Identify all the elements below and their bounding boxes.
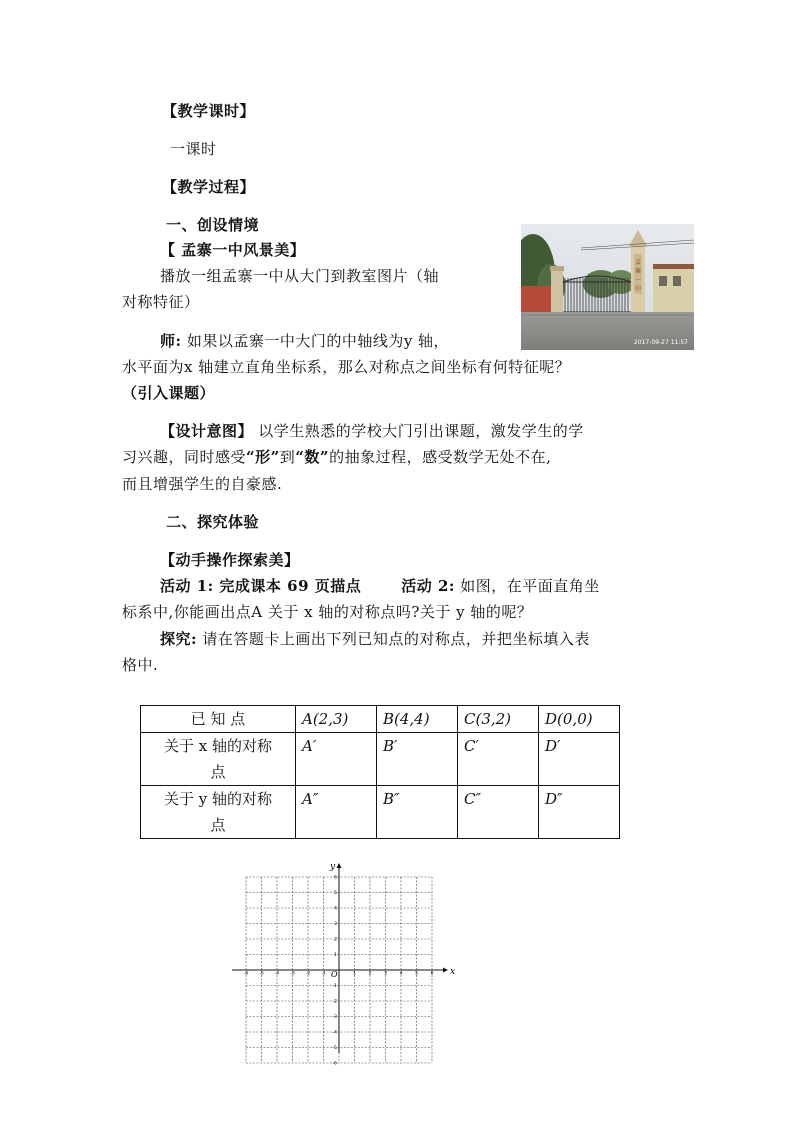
coordinate-grid-svg [232, 854, 462, 1074]
row-y-label-line1: 关于 y 轴的对称 [163, 790, 272, 808]
design-intent-line2 [122, 446, 551, 467]
teacher-question-line2: 水平面为x 轴建立直角坐标系，那么对称点之间坐标有何特征呢？ [122, 358, 571, 376]
row-x-label-line1: 关于 x 轴的对称 [164, 737, 272, 755]
row-y-cell-b[interactable]: B″ [377, 786, 458, 839]
activity2-label: 活动 2: [401, 577, 455, 595]
coordinate-grid[interactable] [232, 854, 462, 1078]
teaching-hours-value: 一课时 [170, 140, 217, 158]
design-intent-text2c: 的抽象过程，感受数学无处不在, [329, 448, 552, 466]
row-y-cell-a[interactable]: A″ [296, 786, 377, 839]
table-header-b: B(4,4) [377, 706, 458, 733]
y-tick-label: 3 [334, 922, 337, 927]
x-tick-label: -3 [290, 971, 295, 977]
design-intent-shu: “数” [295, 448, 330, 466]
origin-label: O [331, 970, 338, 979]
y-tick-label: -2 [332, 999, 337, 1005]
x-tick-label: 3 [384, 971, 387, 977]
design-intent-text2b: 到 [279, 448, 296, 466]
school-gate-photo [521, 224, 694, 350]
symmetric-points-table [140, 705, 620, 839]
teaching-process-heading: 【教学过程】 [162, 178, 256, 196]
y-tick-label: 5 [334, 891, 337, 896]
explore-label: 探究: [160, 630, 198, 648]
design-intent-text2a: 习兴趣，同时感受 [122, 448, 247, 466]
row-x-label [141, 733, 296, 786]
part1-subheading: 【 孟寨一中风景美】 [160, 241, 306, 259]
table-header-known-point: 已 知 点 [141, 706, 296, 733]
teacher-text: 如果以孟寨一中大门的中轴线为y 轴， [181, 332, 450, 350]
part1-title: 一、创设情境 [166, 216, 260, 234]
row-y-cell-d[interactable]: D″ [539, 786, 620, 839]
explore-line2: 格中. [122, 656, 159, 674]
part2-subheading: 【动手操作探索美】 [160, 551, 300, 569]
row-x-label-line2: 点 [210, 763, 226, 781]
table-row-y-axis [141, 786, 620, 839]
x-tick-label: -4 [274, 971, 280, 977]
y-tick-label: 2 [334, 937, 337, 943]
y-tick-label: -5 [332, 1046, 337, 1051]
gate-sign-char-4: 中 [634, 286, 642, 293]
x-axis-label: x [450, 967, 456, 977]
y-axis-label: y [330, 862, 336, 872]
part2-title: 二、探究体验 [166, 513, 260, 531]
x-tick-label: 6 [430, 971, 434, 977]
activity2-text: 如图，在平面直角坐 [454, 577, 600, 595]
row-y-cell-c[interactable]: C″ [458, 786, 539, 839]
table-header-a: A(2,3) [296, 706, 377, 733]
activity-line1 [160, 575, 600, 596]
table-header-c: C(3,2) [458, 706, 539, 733]
activity2-line2: 标系中,你能画出点A 关于 x 轴的对称点吗?关于 y 轴的呢？ [122, 603, 533, 621]
teaching-hours-heading: 【教学课时】 [162, 102, 256, 120]
design-intent-line3: 而且增强学生的自豪感. [122, 475, 283, 493]
y-axis-arrow [337, 863, 342, 868]
teacher-question-line1 [160, 330, 449, 351]
activity1-text: 完成课本 69 页描点 [213, 577, 362, 595]
row-x-cell-b[interactable]: B′ [377, 733, 458, 786]
table-header-d: D(0,0) [539, 706, 620, 733]
y-tick-label: 6 [334, 875, 337, 881]
teacher-question-line3: （引入课题） [122, 384, 216, 402]
gate-sign-char-1: 孟 [634, 259, 642, 266]
x-tick-label: -2 [305, 971, 311, 977]
x-tick-label: -6 [243, 971, 249, 977]
table-row-x-axis [141, 733, 620, 786]
design-intent-text1: 以学生熟悉的学校大门引出课题，激发学生的学 [253, 422, 584, 440]
teacher-label: 师: [160, 332, 182, 350]
x-tick-label: 1 [353, 971, 356, 977]
y-tick-label: 1 [334, 953, 337, 958]
photo-timestamp: 2017-09-27 11:57 [633, 339, 688, 346]
x-tick-label: 5 [415, 971, 418, 977]
x-tick-label: 4 [399, 971, 403, 977]
row-x-cell-d[interactable]: D′ [539, 733, 620, 786]
y-tick-label: 4 [334, 906, 337, 912]
gate-sign-char-3: 一 [634, 277, 642, 284]
part1-line2: 对称特征） [122, 293, 200, 311]
part1-line1: 播放一组孟寨一中从大门到教室图片（轴 [160, 267, 440, 285]
y-tick-label: -4 [332, 1030, 337, 1036]
y-tick-label: -3 [332, 1015, 337, 1020]
row-y-label-line2: 点 [210, 816, 226, 834]
explore-line1 [160, 628, 590, 649]
activity1-label: 活动 1: [160, 577, 214, 595]
design-intent-xing: “形” [246, 448, 280, 466]
row-x-cell-c[interactable]: C′ [458, 733, 539, 786]
y-tick-label: -6 [332, 1061, 337, 1067]
table-header-row [141, 706, 620, 733]
x-tick-label: 2 [368, 971, 372, 977]
y-tick-label: -1 [332, 984, 337, 989]
x-axis-arrow [443, 968, 448, 973]
explore-text: 请在答题卡上画出下列已知点的对称点，并把坐标填入表 [197, 630, 590, 648]
gate-sign-char-2: 寨 [634, 268, 642, 275]
x-tick-label: -5 [259, 971, 264, 977]
design-intent-label: 【设计意图】 [160, 422, 254, 440]
design-intent-line1 [160, 420, 584, 441]
row-y-label [141, 786, 296, 839]
x-tick-label: -1 [321, 971, 326, 977]
row-x-cell-a[interactable]: A′ [296, 733, 377, 786]
